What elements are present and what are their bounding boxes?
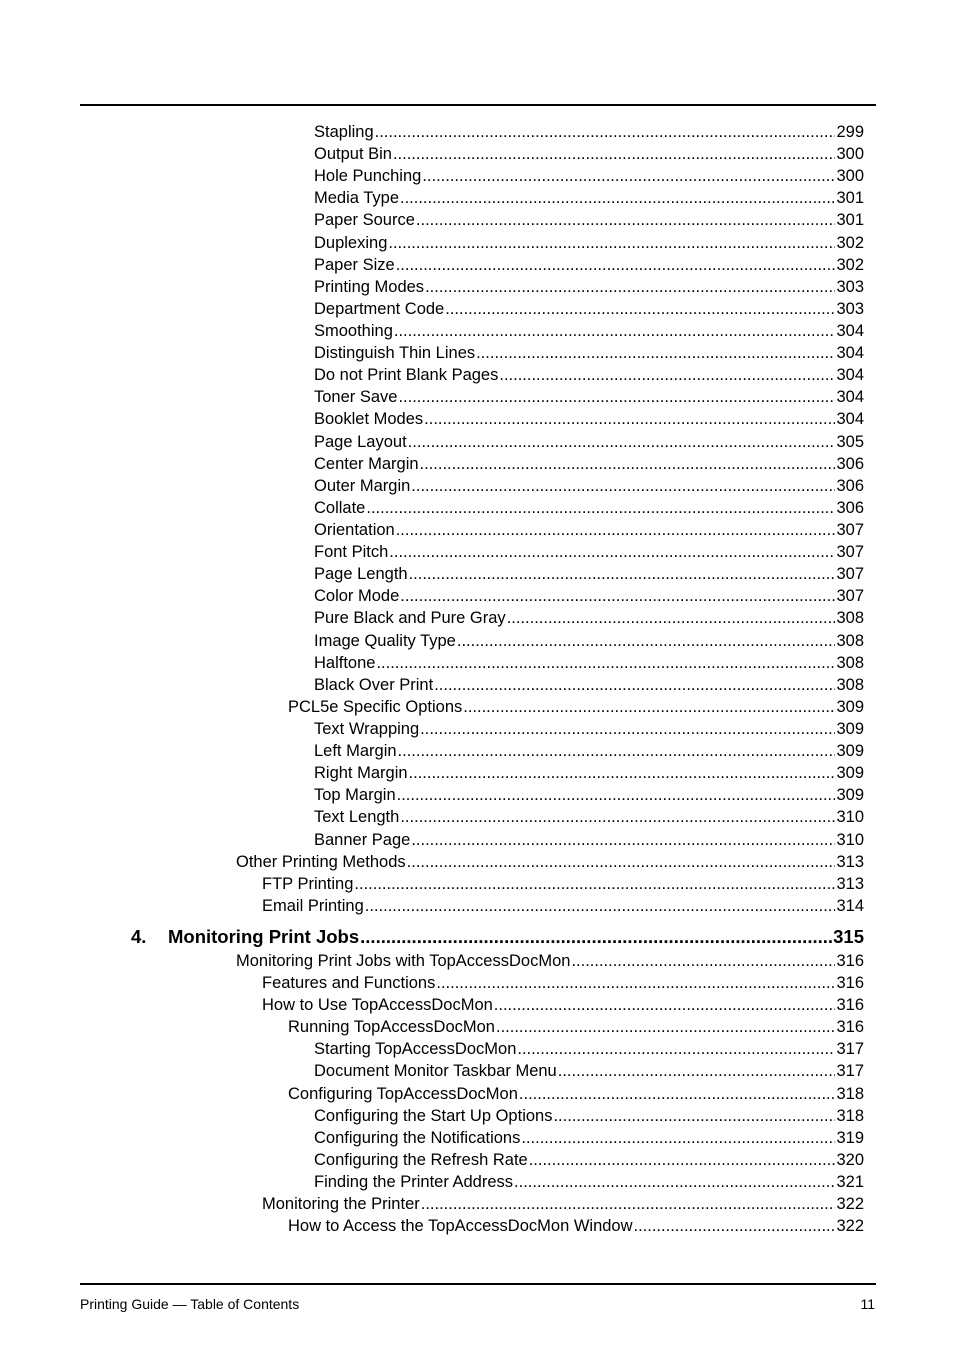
toc-entry[interactable] [0,1016,954,1038]
toc-entry[interactable] [0,784,954,806]
toc-leader-dots [499,364,835,386]
toc-entry[interactable] [0,1193,954,1215]
toc-entry-title: Collate [314,498,366,517]
toc-leader-dots [519,1083,836,1105]
toc-entry-page: 303 [836,277,864,296]
toc-leader-dots [354,873,835,895]
toc-entry-title: Duplexing [314,233,388,252]
toc-entry-page: 316 [836,996,864,1015]
toc-entry[interactable] [0,298,954,320]
toc-entry[interactable] [0,630,954,652]
toc-leader-dots [376,652,835,674]
toc-entry-title: Features and Functions [262,974,436,993]
toc-entry[interactable] [0,972,954,994]
toc-leader-dots [398,740,836,762]
toc-entry-page: 304 [836,366,864,385]
toc-entry-title: PCL5e Specific Options [288,697,463,716]
toc-entry-page: 304 [836,344,864,363]
toc-leader-dots [463,696,835,718]
toc-leader-dots [411,829,835,851]
toc-entry[interactable] [0,994,954,1016]
toc-leader-dots [397,784,836,806]
toc-entry-title: Font Pitch [314,543,389,562]
footer-rule [80,1283,876,1285]
toc-entry-title: Finding the Printer Address [314,1173,514,1192]
toc-entry-page: 309 [836,697,864,716]
toc-entry[interactable] [0,276,954,298]
toc-entry[interactable] [0,165,954,187]
toc-entry-page: 309 [836,764,864,783]
toc-entry-page: 308 [836,631,864,650]
toc-entry-page: 318 [836,1106,864,1125]
toc-leader-dots [407,851,836,873]
toc-entry-page: 304 [836,410,864,429]
toc-entry-title: Paper Source [314,211,415,230]
toc-entry[interactable] [0,364,954,386]
toc-entry-page: 300 [836,167,864,186]
toc-entry-title: Hole Punching [314,167,422,186]
toc-leader-dots [400,585,835,607]
toc-entry[interactable] [0,652,954,674]
toc-entry-page: 301 [836,189,864,208]
toc-entry-page: 302 [836,233,864,252]
toc-leader-dots [400,187,835,209]
toc-entry[interactable] [0,1038,954,1060]
toc-entry-page: 303 [836,299,864,318]
toc-entry[interactable] [0,232,954,254]
toc-leader-dots [416,209,836,231]
toc-entry-page: 314 [836,896,864,915]
toc-entry[interactable] [0,431,954,453]
toc-entry-page: 322 [836,1195,864,1214]
toc-leader-dots [514,1171,835,1193]
toc-leader-dots [389,541,835,563]
toc-entry-title: Monitoring Print Jobs [168,925,360,947]
toc-entry-page: 313 [836,874,864,893]
toc-leader-dots [388,232,835,254]
toc-entry-title: Color Mode [314,587,400,606]
toc-entry[interactable] [0,1105,954,1127]
toc-entry-title: Stapling [314,123,374,141]
toc-entry-title: Starting TopAccessDocMon [314,1040,517,1059]
toc-entry[interactable] [0,762,954,784]
toc-entry-title: Media Type [314,189,399,208]
toc-leader-dots [400,806,835,828]
toc-entry-page: 301 [836,211,864,230]
toc-entry-page: 306 [836,498,864,517]
toc-entry-title: Banner Page [314,830,411,849]
header-rule [80,104,876,106]
toc-entry-title: Document Monitor Taskbar Menu [314,1062,557,1081]
toc-entry-title: Department Code [314,299,445,318]
toc-entry-page: 307 [836,587,864,606]
toc-entry-title: Orientation [314,520,395,539]
toc-entry[interactable] [0,408,954,430]
toc-entry-page: 308 [836,653,864,672]
toc-entry[interactable] [0,1060,954,1082]
toc-leader-dots [396,519,836,541]
toc-leader-dots [553,1105,835,1127]
toc-entry-title: Do not Print Blank Pages [314,366,499,385]
toc-leader-dots [496,1016,835,1038]
toc-entry[interactable] [0,209,954,231]
toc-leader-dots [393,143,836,165]
toc-entry-title: Black Over Print [314,675,434,694]
toc-entry-title: Monitoring the Printer [262,1195,420,1214]
toc-entry[interactable] [0,851,954,873]
toc-entry-title: Configuring the Notifications [314,1128,521,1147]
toc-leader-dots [517,1038,835,1060]
toc-entry[interactable] [0,453,954,475]
toc-entry-page: 313 [836,852,864,871]
toc-entry-title: Email Printing [262,896,364,915]
toc-entry-page: 310 [836,808,864,827]
toc-entry-title: Left Margin [314,742,397,761]
toc-entry-title: Printing Modes [314,277,425,296]
toc-entry-title: Text Length [314,808,400,827]
toc-leader-dots [365,895,836,917]
toc-entry[interactable] [0,475,954,497]
toc-entry-title: Paper Size [314,255,395,274]
footer-title: Printing Guide — Table of Contents [80,1296,300,1312]
toc-entry[interactable] [0,143,954,165]
toc-leader-dots [420,453,836,475]
toc-leader-dots [521,1127,835,1149]
toc-entry[interactable] [0,585,954,607]
toc-leader-dots [571,950,835,972]
footer-page-number: 11 [860,1296,875,1312]
toc-entry[interactable] [0,607,954,629]
toc-entry[interactable] [0,1171,954,1193]
toc-entry-page: 309 [836,719,864,738]
toc-entry[interactable] [0,541,954,563]
toc-entry-title: Outer Margin [314,476,411,495]
toc-leader-dots [494,994,836,1016]
toc-entry-title: Configuring the Start Up Options [314,1106,553,1125]
toc-entry-page: 309 [836,786,864,805]
toc-entry[interactable] [0,1127,954,1149]
toc-entry[interactable] [0,740,954,762]
toc-entry-title: Configuring the Refresh Rate [314,1150,528,1169]
toc-entry-title: Monitoring Print Jobs with TopAccessDocMon [236,951,571,970]
toc-entry[interactable] [0,320,954,342]
toc-entry-title: Image Quality Type [314,631,456,650]
toc-entry[interactable] [0,1149,954,1171]
toc-entry[interactable] [0,950,954,972]
toc-leader-dots [436,972,835,994]
toc-entry[interactable] [0,718,954,740]
toc-leader-dots [529,1149,836,1171]
toc-entry-page: 317 [836,1062,864,1081]
toc-entry-page: 307 [836,543,864,562]
toc-entry-page: 319 [836,1128,864,1147]
toc-entry-title: Page Layout [314,432,407,451]
toc-entry-page: 304 [836,321,864,340]
toc-entry[interactable] [0,497,954,519]
toc-entry-page: 317 [836,1040,864,1059]
toc-leader-dots [457,630,836,652]
toc-entry-page: 307 [836,565,864,584]
toc-entry-title: Smoothing [314,321,393,340]
toc-entry-page: 304 [836,388,864,407]
toc-entry-page: 302 [836,255,864,274]
toc-entry[interactable] [0,563,954,585]
toc-entry[interactable] [0,1215,954,1237]
toc-entry-page: 305 [836,432,864,451]
toc-entry-title: Pure Black and Pure Gray [314,609,506,628]
toc-entry-title: Configuring TopAccessDocMon [288,1084,518,1103]
toc-entry-page: 310 [836,830,864,849]
toc-chapter-entry[interactable] [0,925,954,950]
toc-entry-page: 307 [836,520,864,539]
toc-leader-dots [366,497,835,519]
toc-entry-page: 299 [836,123,864,141]
toc-entry-title: Running TopAccessDocMon [288,1018,495,1037]
toc-leader-dots [434,674,835,696]
toc-entry-title: Halftone [314,653,376,672]
toc-entry[interactable] [0,696,954,718]
toc-entry[interactable] [0,873,954,895]
toc-entry-title: Right Margin [314,764,408,783]
toc-entry-page: 308 [836,675,864,694]
toc-entry[interactable] [0,895,954,917]
toc-leader-dots [398,386,835,408]
toc-entry-page: 309 [836,742,864,761]
toc-entry-page: 306 [836,476,864,495]
toc-entry-title: Output Bin [314,145,392,164]
toc-entry-title: Distinguish Thin Lines [314,344,476,363]
toc-entry-title: FTP Printing [262,874,354,893]
toc-leader-dots [420,718,835,740]
toc-entry-page: 318 [836,1084,864,1103]
toc-entry[interactable] [0,829,954,851]
toc-entry-page: 320 [836,1150,864,1169]
toc-entry-title: How to Access the TopAccessDocMon Window [288,1217,633,1236]
toc-leader-dots [411,475,835,497]
toc-leader-dots [375,121,836,143]
table-of-contents [0,121,954,1237]
toc-leader-dots [425,276,835,298]
toc-entry[interactable] [0,187,954,209]
toc-leader-dots [394,320,836,342]
toc-entry[interactable] [0,254,954,276]
toc-entry-page: 316 [836,951,864,970]
toc-entry[interactable] [0,674,954,696]
toc-entry[interactable] [0,1083,954,1105]
toc-leader-dots [422,165,835,187]
toc-leader-dots [360,925,832,949]
toc-leader-dots [408,431,836,453]
toc-entry-title: Toner Save [314,388,398,407]
toc-entry[interactable] [0,386,954,408]
toc-entry-page: 316 [836,974,864,993]
toc-entry[interactable] [0,342,954,364]
toc-entry-page: 300 [836,145,864,164]
toc-entry-title: How to Use TopAccessDocMon [262,996,493,1015]
toc-entry[interactable] [0,519,954,541]
toc-entry-title: Top Margin [314,786,396,805]
toc-leader-dots [445,298,835,320]
toc-entry-page: 308 [836,609,864,628]
toc-entry-page: 322 [836,1217,864,1236]
toc-leader-dots [424,408,835,430]
toc-leader-dots [396,254,836,276]
toc-leader-dots [476,342,835,364]
toc-entry-title: Other Printing Methods [236,852,406,871]
toc-entry[interactable] [0,806,954,828]
toc-entry-title: Text Wrapping [314,719,420,738]
toc-entry[interactable] [0,121,954,143]
toc-entry-page: 315 [833,925,864,947]
toc-leader-dots [634,1215,836,1237]
toc-entry-title: Booklet Modes [314,410,424,429]
toc-leader-dots [421,1193,836,1215]
toc-leader-dots [409,563,836,585]
toc-entry-page: 316 [836,1018,864,1037]
toc-entry-title: Center Margin [314,454,419,473]
toc-entry-title: Page Length [314,565,408,584]
toc-leader-dots [507,607,836,629]
toc-entry-page: 321 [836,1173,864,1192]
toc-leader-dots [409,762,836,784]
toc-chapter-number: 4. [131,925,147,947]
toc-leader-dots [558,1060,836,1082]
toc-entry-page: 306 [836,454,864,473]
